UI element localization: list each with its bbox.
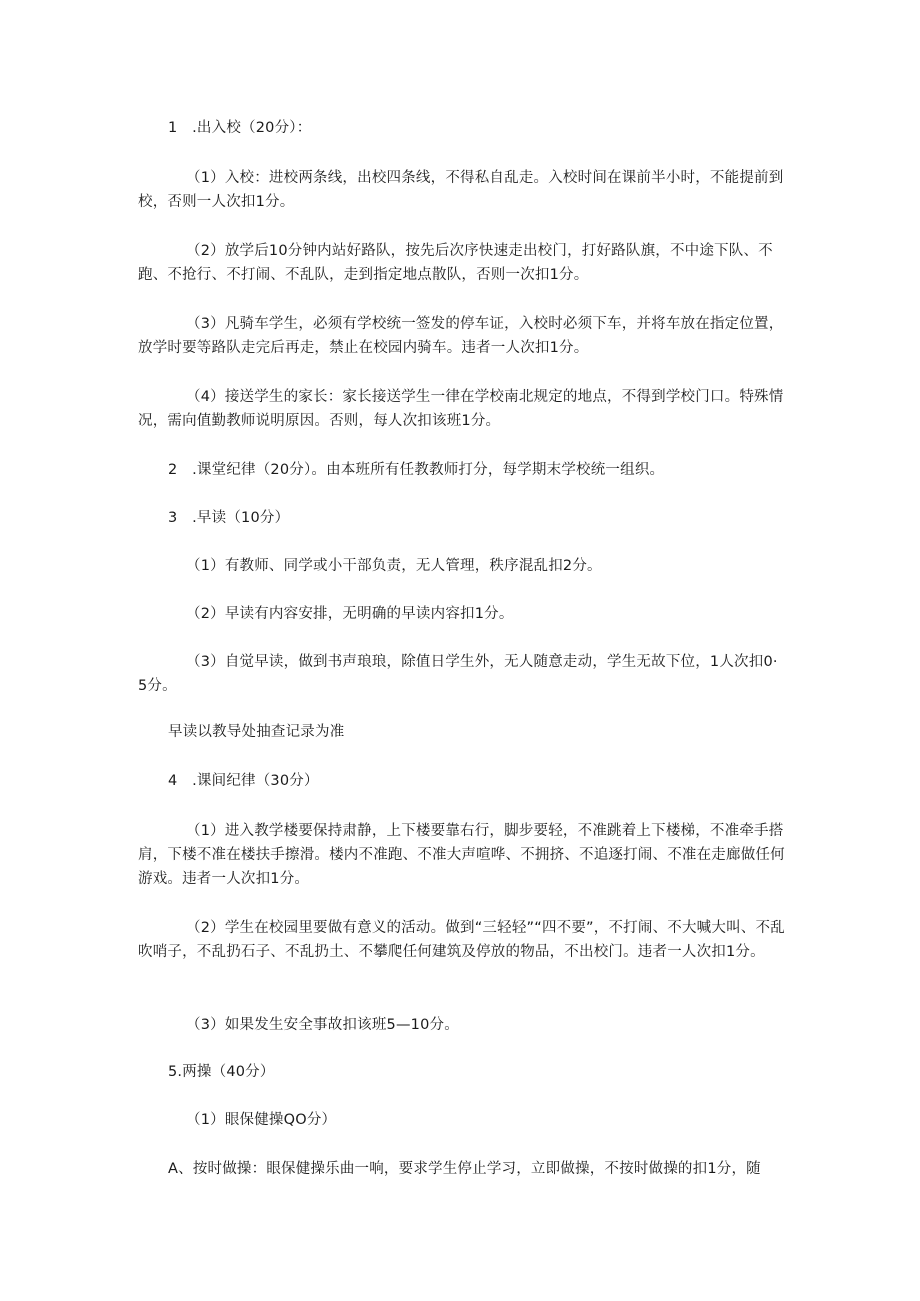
paragraph-eye-exercise: （1）眼保健操QO分） xyxy=(186,1112,337,1128)
paragraph-eye-exercise-rule-a: A、按时做操：眼保健操乐曲一响，要求学生停止学习，立即做操，不按时做操的扣1分，随 xyxy=(168,1161,761,1177)
section-heading-exercises: 5.两操（40分） xyxy=(168,1064,275,1080)
paragraph-reading-rule-2: （2）早读有内容安排，无明确的早读内容扣1分。 xyxy=(186,606,514,622)
paragraph-entry-rule-4: （4）接送学生的家长：家长接送学生一律在学校南北规定的地点，不得到学校门口。特殊情况，需向值勤教师说明原因。否则，每人次扣该班1分。 xyxy=(138,389,784,429)
paragraph-recess-rule-1: （1）进入教学楼要保持肃静，上下楼要靠右行，脚步要轻，不准跳着上下楼梯，不准牵手搭肩，下楼不准在楼扶手擦滑。楼内不准跑、不准大声喧哗、不拥挤、不追逐打闹、不准在走廊做任何游戏。违者一人次扣1分。 xyxy=(138,823,785,887)
paragraph-entry-rule-1: （1）入校：进校两条线，出校四条线，不得私自乱走。入校时间在课前半小时，不能提前到校，否则一人次扣1分。 xyxy=(138,170,784,210)
section-heading-recess: 4 .课间纪律（30分） xyxy=(168,773,319,789)
paragraph-entry-rule-3: （3）凡骑车学生，必须有学校统一签发的停车证，入校时必须下车，并将车放在指定位置，放学时要等路队走完后再走，禁止在校园内骑车。违者一人次扣1分。 xyxy=(138,316,784,356)
section-heading-classroom: 2 .课堂纪律（20分）。由本班所有任教教师打分，每学期末学校统一组织。 xyxy=(168,462,665,478)
paragraph-recess-rule-3: （3）如果发生安全事故扣该班5—10分。 xyxy=(186,1017,459,1033)
paragraph-recess-rule-2: （2）学生在校园里要做有意义的活动。做到“三轻轻”“四不要”，不打闹、不大喊大叫、不乱吹哨子，不乱扔石子、不乱扔土、不攀爬任何建筑及停放的物品，不出校门。违者一人次扣1分。 xyxy=(138,920,785,960)
paragraph-reading-rule-1: （1）有教师、同学或小干部负责，无人管理，秩序混乱扣2分。 xyxy=(186,558,602,574)
section-heading-entry-exit: 1 .出入校（20分）： xyxy=(168,120,312,136)
paragraph-reading-note: 早读以教导处抽查记录为准 xyxy=(168,724,345,740)
paragraph-reading-rule-3: （3）自觉早读，做到书声琅琅，除值日学生外，无人随意走动，学生无故下位，1人次扣0·5分。 xyxy=(138,654,778,694)
section-heading-morning-reading: 3 .早读（10分） xyxy=(168,510,290,526)
paragraph-entry-rule-2: （2）放学后10分钟内站好路队，按先后次序快速走出校门，打好路队旗，不中途下队、不跑、不抢行、不打闹、不乱队，走到指定地点散队，否则一次扣1分。 xyxy=(138,243,773,283)
